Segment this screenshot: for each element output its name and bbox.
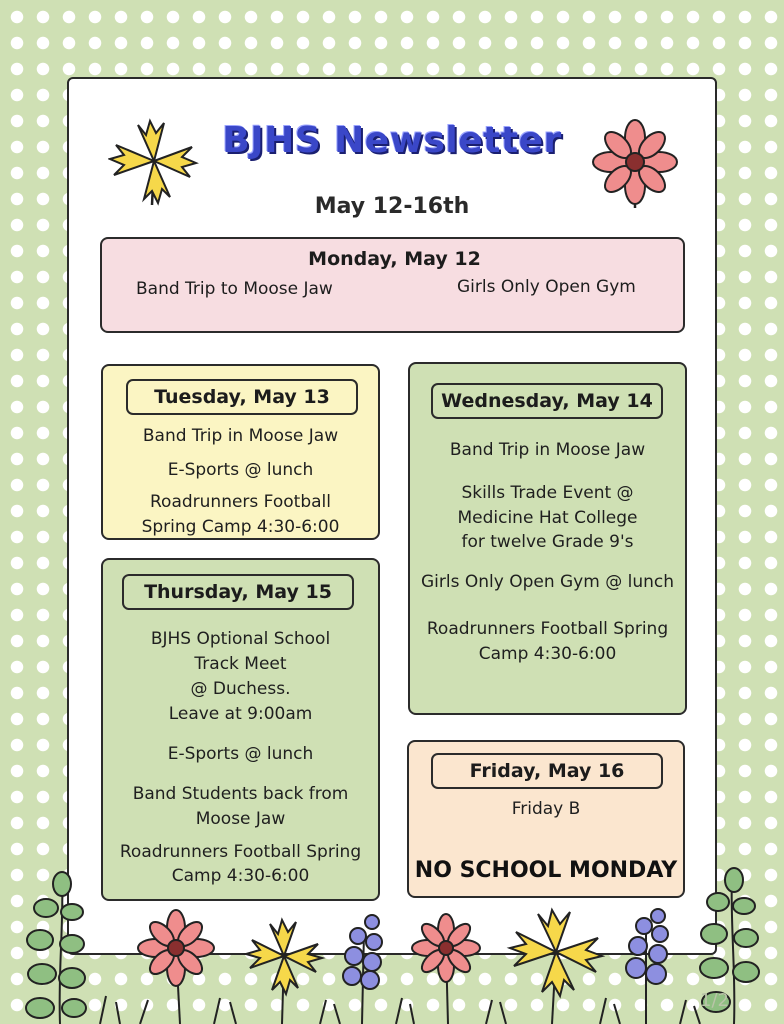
tuesday-item: E-Sports @ lunch [167,460,314,480]
tuesday-heading: Tuesday, May 13 [126,379,358,415]
monday-box [100,237,685,333]
monday-item: Band Trip to Moose Jaw [136,279,333,299]
wednesday-item: Medicine Hat College [457,508,638,528]
tuesday-item: Band Trip in Moose Jaw [142,426,339,446]
thursday-item: @ Duchess. [190,679,291,699]
thursday-item: Leave at 9:00am [168,704,313,724]
garden-border-icon [0,862,784,1024]
page-number: 1/2 [700,990,729,1011]
pink-flower-icon [588,118,682,208]
wednesday-item: Band Trip in Moose Jaw [449,440,646,460]
tuesday-item: Roadrunners Football [150,492,331,512]
thursday-heading: Thursday, May 15 [122,574,354,610]
week-dates: May 12-16th [314,194,470,219]
tuesday-box [101,364,380,540]
wednesday-item: Girls Only Open Gym @ lunch [420,572,675,592]
newsletter-title: BJHS Newsletter [222,120,562,161]
thursday-item: Roadrunners Football Spring [119,842,362,862]
wednesday-item: Camp 4:30-6:00 [478,644,617,664]
yellow-flower-icon [108,117,200,207]
wednesday-item: Roadrunners Football Spring [426,619,669,639]
monday-heading: Monday, May 12 [308,248,481,270]
no-school-notice: NO SCHOOL MONDAY [414,858,678,883]
thursday-item: Band Students back from [132,784,349,804]
thursday-item: BJHS Optional School [150,629,331,649]
wednesday-box [408,362,687,715]
tuesday-item: Spring Camp 4:30-6:00 [141,517,340,537]
thursday-box [101,558,380,901]
thursday-item: Moose Jaw [195,809,286,829]
friday-heading: Friday, May 16 [431,753,663,789]
thursday-item: E-Sports @ lunch [167,744,314,764]
thursday-item: Camp 4:30-6:00 [171,866,310,886]
friday-item: Friday B [511,799,581,819]
monday-item: Girls Only Open Gym [457,277,636,297]
wednesday-heading: Wednesday, May 14 [431,383,663,419]
wednesday-item: for twelve Grade 9's [461,532,634,552]
wednesday-item: Skills Trade Event @ [461,483,634,503]
thursday-item: Track Meet [194,654,287,674]
